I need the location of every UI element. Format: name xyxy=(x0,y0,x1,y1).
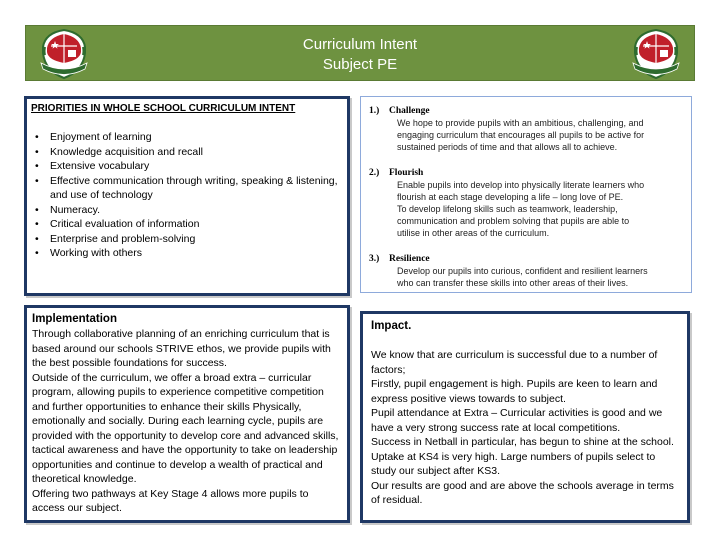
list-item: • Effective communication through writing, speaking & listening, and use of technology xyxy=(31,174,344,203)
goal-heading xyxy=(369,253,685,265)
page-title xyxy=(26,35,694,75)
goal-heading xyxy=(369,167,685,179)
impact-paragraph: Pupil attendance at Extra – Curricular activities is good and we have a very strong success rate at local competitions. xyxy=(371,407,663,434)
implementation-paragraph: Outside of the curriculum, we offer a broad extra – curricular program, allowing pupils to experience competitive competition and further opportunities to enhance their skills Physically, emotionally and socially. During each learning cycle, pupils are provided with the opportunity to develop core and advanced skills, tactical awareness and have the opportunity to take on leadership opportunities and continue to develop a wealth of practical and theoretical knowledge. xyxy=(32,371,339,485)
goal-line: communication and problem solving that pupils are able to xyxy=(397,216,630,226)
goal-line: who can transfer these skills into other areas of their lives. xyxy=(397,278,629,288)
impact-paragraph: We know that are curriculum is successful due to a number of factors; xyxy=(371,349,658,376)
list-item: • Enterprise and problem-solving xyxy=(31,232,344,247)
goal-line: flourish at each stage developing a life – long love of PE. xyxy=(397,192,624,202)
goal-line: utilise in other areas of the curriculum. xyxy=(397,228,550,238)
priorities-list xyxy=(31,130,344,261)
goal-line: sustained periods of time and that allows all to achieve. xyxy=(397,142,618,152)
impact-paragraph: Success in Netball in particular, has begun to shine at the school. xyxy=(371,436,674,448)
impact-paragraph: Firstly, pupil engagement is high. Pupils are keen to learn and express positive views towards to subject. xyxy=(371,378,658,405)
list-item: • Extensive vocabulary xyxy=(31,159,344,174)
goal-line: To develop lifelong skills such as teamwork, leadership, xyxy=(397,204,618,214)
goal-text xyxy=(369,265,685,289)
list-item: • Enjoyment of learning xyxy=(31,130,344,145)
goal-number: 1.) xyxy=(369,106,380,116)
goal-challenge xyxy=(369,105,685,153)
impact-paragraph: Uptake at KS4 is very high. Large numbers of pupils select to study our subject after KS3. xyxy=(371,450,656,477)
list-item: • Critical evaluation of information xyxy=(31,217,344,232)
goal-title: Resilience xyxy=(389,254,430,264)
implementation-title: Implementation xyxy=(32,313,117,325)
goal-title: Challenge xyxy=(389,106,430,116)
goal-line: Enable pupils into develop into physically literate learners who xyxy=(397,180,645,190)
implementation-paragraph: Through collaborative planning of an enriching curriculum that is based around our schools STRIVE ethos, we provide pupils with the best possible foundations for success. xyxy=(32,328,331,369)
goal-heading xyxy=(369,105,685,117)
header-banner xyxy=(25,25,695,81)
goal-text xyxy=(369,179,685,239)
impact-paragraph: Our results are good and are above the schools average in terms of residual. xyxy=(371,479,674,506)
goal-resilience xyxy=(369,253,685,289)
impact-box xyxy=(360,311,690,523)
goal-title: Flourish xyxy=(389,168,424,178)
priorities-heading: PRIORITIES IN WHOLE SCHOOL CURRICULUM INTENT xyxy=(31,103,296,114)
goal-line: We hope to provide pupils with an ambitious, challenging, and xyxy=(397,118,644,128)
implementation-paragraph: Offering two pathways at Key Stage 4 allows more pupils to access our subject. xyxy=(32,487,309,514)
goal-text xyxy=(369,117,685,153)
list-item: • Working with others xyxy=(31,246,344,261)
title-line-2: Subject PE xyxy=(322,56,398,73)
title-line-1: Curriculum Intent xyxy=(302,36,418,53)
implementation-box xyxy=(24,305,350,523)
priorities-box xyxy=(24,96,350,296)
goal-line: engaging curriculum that encourages all pupils to be active for xyxy=(397,130,645,140)
school-crest-icon xyxy=(631,27,681,81)
list-item: • Knowledge acquisition and recall xyxy=(31,145,344,160)
list-item: • Numeracy. xyxy=(31,203,344,218)
goal-flourish xyxy=(369,167,685,239)
goal-line: Develop our pupils into curious, confident and resilient learners xyxy=(397,266,648,276)
goal-number: 3.) xyxy=(369,254,380,264)
goals-box xyxy=(360,96,692,293)
impact-title: Impact. xyxy=(371,320,412,332)
goal-number: 2.) xyxy=(369,168,380,178)
